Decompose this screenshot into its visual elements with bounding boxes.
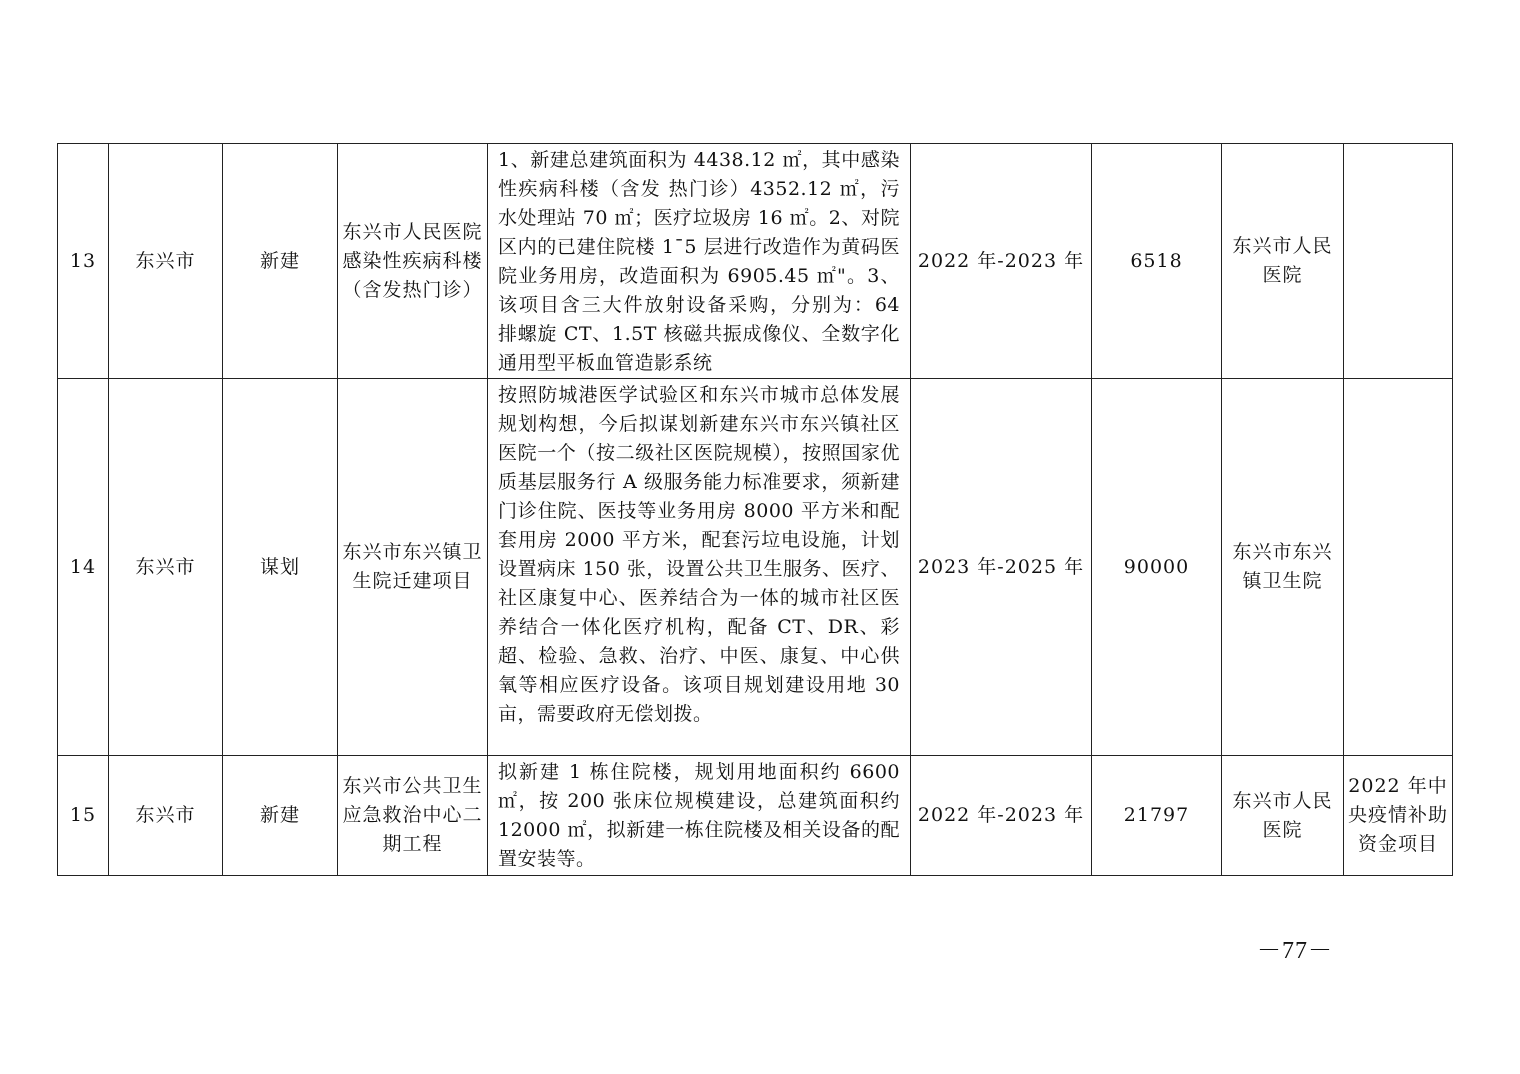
project-content-cell: 按照防城港医学试验区和东兴市城市总体发展规划构想，今后拟谋划新建东兴市东兴镇社区医院一个（按二级社区医院规模），按照国家优质基层服务行 A 级服务能力标准要求，须新建门诊住院、医技等业务用房 8000 平方米和配套用房 2000 平方米，配套污垃电设施，计划设置病床 150 张，设置公共卫生服务、医疗、社区康复中心、医养结合为一体的城市社区医养结合一体化医疗机构，配备 CT、DR、彩超、检验、急救、治疗、中医、康复、中心供氧等相应医疗设备。该项目规划建设用地 30 亩，需要政府无偿划拨。 [488, 379, 911, 756]
table-row [58, 379, 1453, 756]
city-cell: 东兴市 [109, 379, 223, 756]
project-content-cell: 拟新建 1 栋住院楼，规划用地面积约 6600 ㎡，按 200 张床位规模建设，总建筑面积约 12000 ㎡，拟新建一栋住院楼及相关设备的配置安装等。 [488, 756, 911, 876]
table-row [58, 756, 1453, 876]
city-cell: 东兴市 [109, 756, 223, 876]
project-type-cell: 新建 [223, 756, 338, 876]
project-type-cell: 新建 [223, 144, 338, 379]
owner-cell: 东兴市东兴镇卫生院 [1222, 379, 1344, 756]
owner-cell: 东兴市人民医院 [1222, 144, 1344, 379]
note-cell: 2022 年中央疫情补助资金项目 [1344, 756, 1453, 876]
project-name-cell: 东兴市公共卫生应急救治中心二期工程 [338, 756, 488, 876]
investment-cell: 90000 [1092, 379, 1222, 756]
row-number: 13 [58, 144, 109, 379]
period-cell: 2023 年-2025 年 [911, 379, 1092, 756]
project-table [57, 143, 1453, 876]
page-number: －77－ [1257, 938, 1333, 964]
project-name-cell: 东兴市东兴镇卫生院迁建项目 [338, 379, 488, 756]
period-cell: 2022 年-2023 年 [911, 144, 1092, 379]
period-cell: 2022 年-2023 年 [911, 756, 1092, 876]
project-type-cell: 谋划 [223, 379, 338, 756]
row-number: 15 [58, 756, 109, 876]
owner-cell: 东兴市人民医院 [1222, 756, 1344, 876]
row-number: 14 [58, 379, 109, 756]
note-cell [1344, 379, 1453, 756]
investment-cell: 6518 [1092, 144, 1222, 379]
project-content-cell: 1、新建总建筑面积为 4438.12 ㎡，其中感染性疾病科楼（含发 热门诊）4352.12 ㎡，污水处理站 70 ㎡；医疗垃圾房 16 ㎡。2、对院区内的已建住院楼 1¯5 层进行改造作为黄码医院业务用房，改造面积为 6905.45 ㎡"。3、该项目含三大件放射设备采购，分别为：64 排螺旋 CT、1.5T 核磁共振成像仪、全数字化通用型平板血管造影系统 [488, 144, 911, 379]
city-cell: 东兴市 [109, 144, 223, 379]
table-row [58, 144, 1453, 379]
project-name-cell: 东兴市人民医院感染性疾病科楼（含发热门诊） [338, 144, 488, 379]
note-cell [1344, 144, 1453, 379]
investment-cell: 21797 [1092, 756, 1222, 876]
